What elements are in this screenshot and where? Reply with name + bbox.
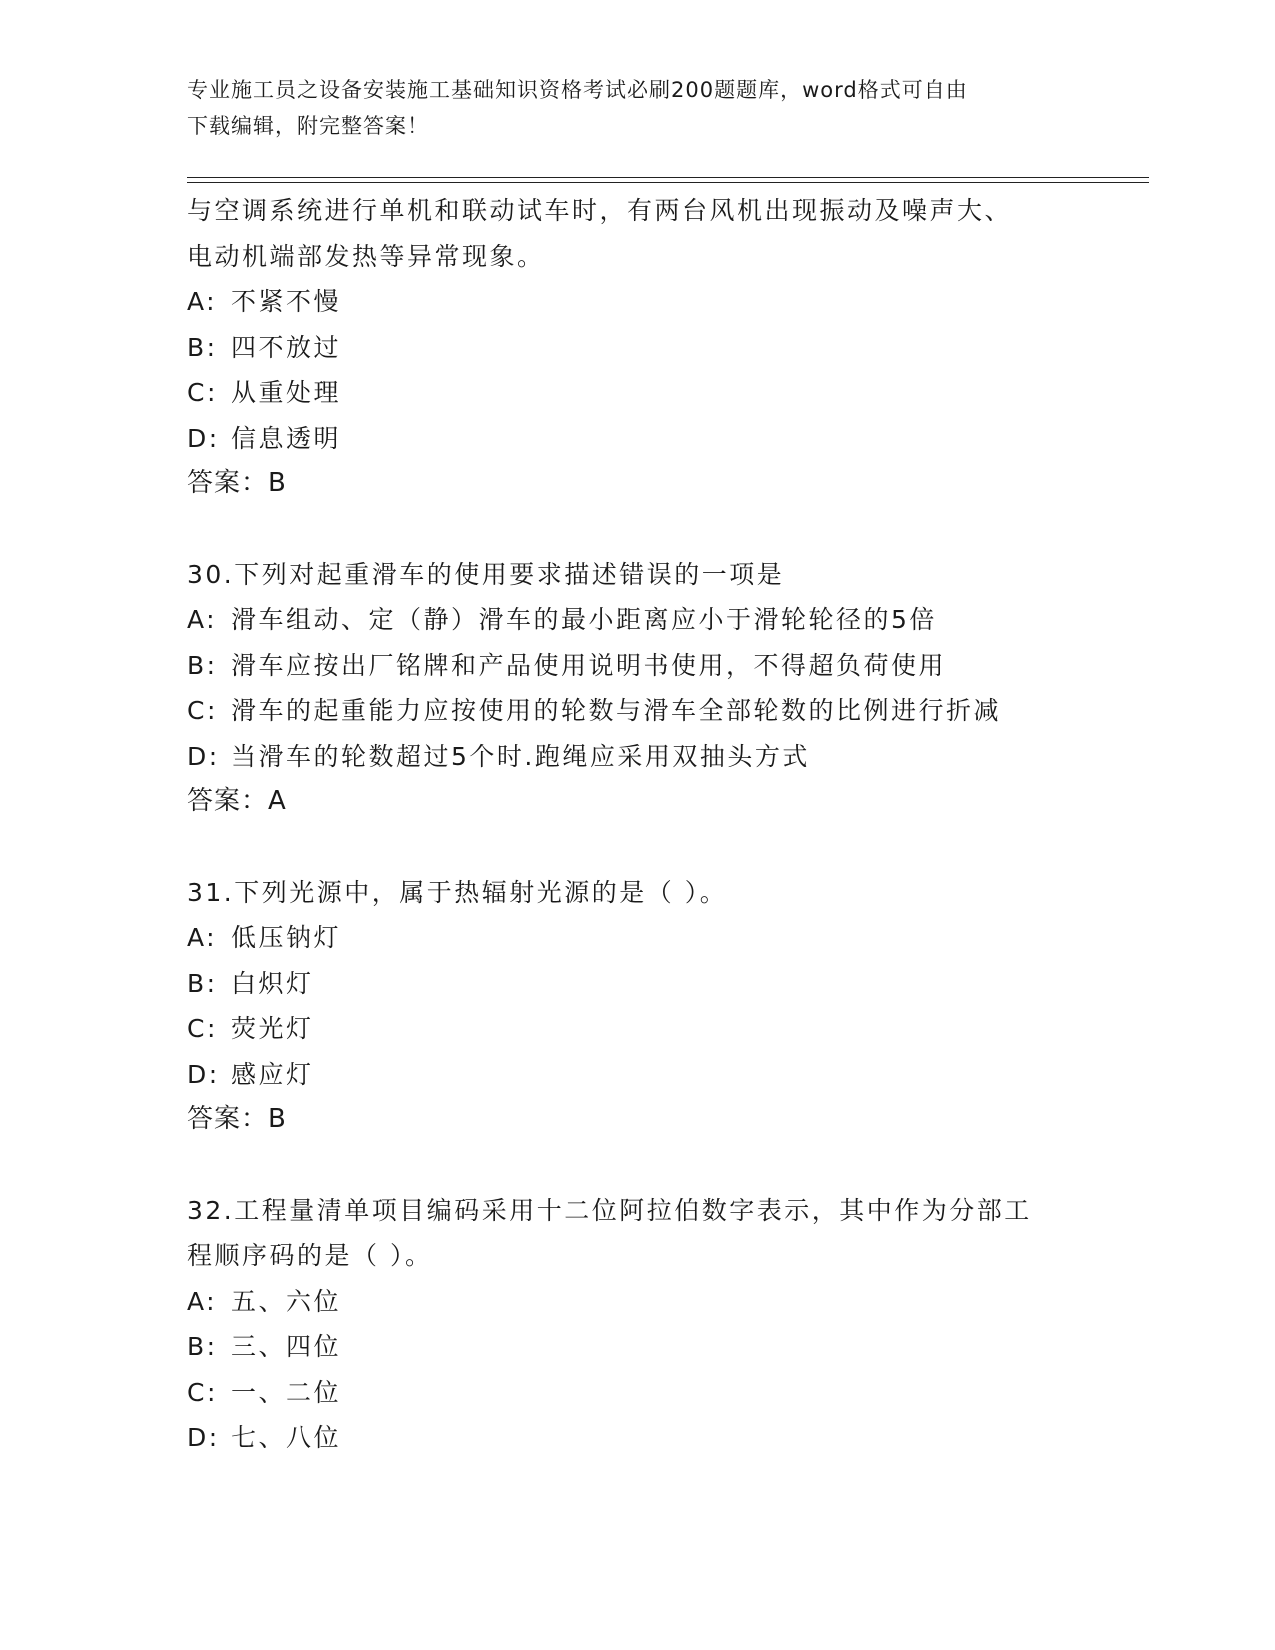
question-31-option-c (187, 1006, 1067, 1052)
question-32-option-b (187, 1324, 1067, 1370)
option-label: A: (187, 923, 218, 952)
option-text: 七、八位 (231, 1423, 342, 1452)
option-text: 一、二位 (231, 1377, 342, 1407)
option-label: B: (187, 650, 218, 680)
document-body (187, 188, 1067, 1461)
option-text: 从重处理 (231, 378, 342, 407)
question-30-option-b (187, 643, 1067, 689)
question-32-option-a (187, 1279, 1067, 1325)
question-29-option-c (187, 370, 1067, 416)
question-30-option-d (187, 734, 1067, 780)
question-31-text-line-1: 31.下列光源中，属于热辐射光源的是（ ）。 (187, 877, 728, 907)
option-label: C: (187, 696, 218, 725)
question-32 (187, 1188, 1067, 1461)
question-31 (187, 870, 1067, 1143)
header-divider-bottom (187, 182, 1149, 183)
option-label: C: (187, 1014, 218, 1043)
option-text: 白炽灯 (231, 968, 314, 998)
option-text: 低压钠灯 (231, 923, 342, 952)
option-text: 滑车应按出厂铭牌和产品使用说明书使用，不得超负荷使用 (231, 650, 947, 680)
option-text: 滑车的起重能力应按使用的轮数与滑车全部轮数的比例进行折减 (231, 696, 1002, 725)
question-31-option-b (187, 961, 1067, 1007)
question-29-text-line-1: 与空调系统进行单机和联动试车时，有两台风机出现振动及噪声大、 (187, 196, 1013, 225)
option-label: A: (187, 287, 218, 316)
option-label: D: (187, 1423, 220, 1452)
question-31-option-a (187, 915, 1067, 961)
question-31-option-d (187, 1052, 1067, 1098)
question-31-answer: 答案：B (187, 1104, 287, 1134)
question-29-option-d (187, 416, 1067, 462)
question-32-option-c (187, 1370, 1067, 1416)
option-text: 四不放过 (231, 332, 342, 362)
option-text: 不紧不慢 (231, 287, 342, 316)
header-line-2: 下载编辑，附完整答案！ (187, 114, 429, 138)
question-32-text-line-2: 程顺序码的是（ ）。 (187, 1241, 433, 1270)
option-label: A: (187, 605, 218, 634)
question-29-option-a (187, 279, 1067, 325)
header-divider-top (187, 177, 1149, 178)
question-32-text-line-1: 32.工程量清单项目编码采用十二位阿拉伯数字表示，其中作为分部工 (187, 1195, 1032, 1225)
question-30-option-c (187, 688, 1067, 734)
option-text: 荧光灯 (231, 1014, 314, 1043)
header-line-1: 专业施工员之设备安装施工基础知识资格考试必刷200题题库，word格式可自由 (187, 78, 968, 102)
option-text: 五、六位 (231, 1286, 342, 1316)
option-text: 当滑车的轮数超过5个时.跑绳应采用双抽头方式 (231, 741, 810, 771)
option-text: 三、四位 (231, 1332, 342, 1361)
option-label: B: (187, 1332, 218, 1361)
question-29-text-line-2: 电动机端部发热等异常现象。 (187, 241, 545, 271)
option-label: A: (187, 1286, 218, 1316)
question-30-text-line-1: 30.下列对起重滑车的使用要求描述错误的一项是 (187, 559, 785, 589)
option-label: B: (187, 968, 218, 998)
option-label: D: (187, 423, 220, 453)
option-label: C: (187, 378, 218, 407)
option-label: C: (187, 1377, 218, 1407)
question-29 (187, 188, 1067, 507)
option-text: 感应灯 (231, 1059, 314, 1089)
option-label: D: (187, 1059, 220, 1089)
question-30 (187, 552, 1067, 825)
question-30-answer: 答案：A (187, 786, 287, 816)
document-header (187, 72, 1067, 144)
option-label: D: (187, 741, 220, 771)
question-29-option-b (187, 325, 1067, 371)
option-text: 信息透明 (231, 423, 342, 453)
option-text: 滑车组动、定（静）滑车的最小距离应小于滑轮轮径的5倍 (231, 605, 937, 634)
question-32-option-d (187, 1415, 1067, 1461)
option-label: B: (187, 332, 218, 362)
question-29-answer: 答案：B (187, 468, 287, 498)
question-30-option-a (187, 597, 1067, 643)
